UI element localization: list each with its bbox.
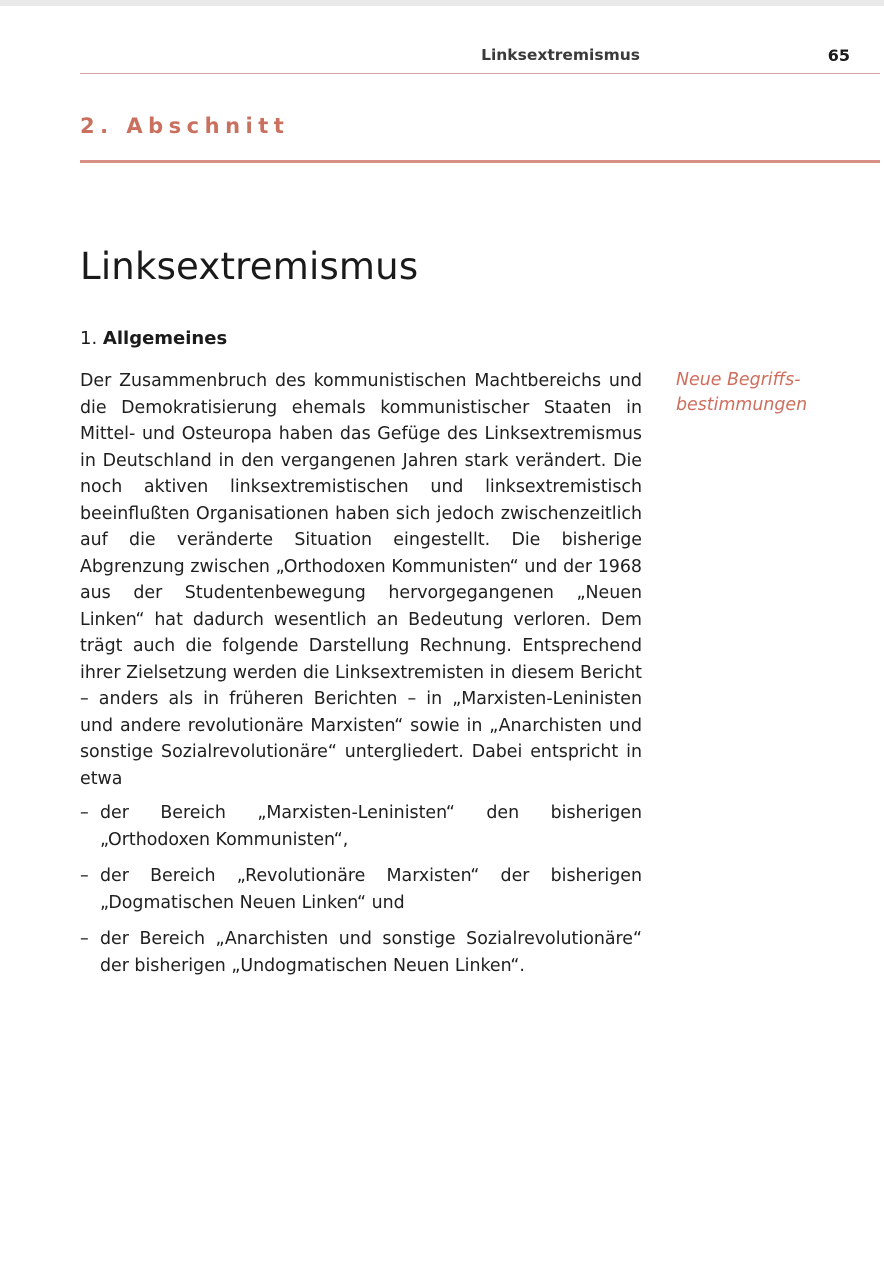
list-item-text: der Bereich „Revolutionäre Marxisten“ der bisherigen „Dogmatischen Neuen Linken“ und (100, 866, 642, 913)
list-dash: – (80, 803, 89, 823)
page-number: 65 (827, 46, 850, 65)
section-rule (80, 160, 880, 163)
margin-note-line-1: Neue Begriffs- (676, 370, 801, 390)
header-rule (80, 73, 880, 74)
section-label: 2. Abschnitt (80, 114, 290, 138)
subsection-heading (80, 328, 227, 349)
subsection-number: 1. (80, 328, 98, 349)
list-item-text: der Bereich „Anarchisten und sonstige Sozialrevolutionäre“ der bisherigen „Undogmatischen Neuen Linken“. (100, 929, 642, 976)
chapter-title: Linksextremismus (80, 245, 419, 288)
list-item (80, 800, 642, 853)
correspondence-list (80, 800, 642, 979)
margin-note-line-2: bestimmungen (676, 395, 808, 415)
list-item (80, 926, 642, 979)
subsection-title: Allgemeines (102, 328, 228, 349)
page-top-edge (0, 0, 884, 6)
running-title: Linksextremismus (481, 46, 640, 64)
list-item (80, 863, 642, 916)
margin-note (676, 368, 866, 418)
body-text (80, 368, 642, 989)
body-paragraph: Der Zusammenbruch des kommunistischen Machtbereichs und die Demokratisierung ehemals kommunistischer Staaten in Mittel- und Osteuropa haben das Gefüge des Linksextremismus in Deutschland in den vergangenen Jahren stark verändert. Die noch aktiven linksextremistischen und linksextremistisch beeinflußten Organisationen haben sich jedoch zwischenzeitlich auf die veränderte Situation eingestellt. Die bisherige Abgrenzung zwischen „Orthodoxen Kommunisten“ und der 1968 aus der Studentenbewegung hervorgegangenen „Neuen Linken“ hat dadurch wesentlich an Bedeutung verloren. Dem trägt auch die folgende Darstellung Rechnung. Entsprechend ihrer Zielsetzung werden die Linksextremisten in diesem Bericht – anders als in früheren Berichten – in „Marxisten-Leninisten und andere revolutionäre Marxisten“ sowie in „Anarchisten und sonstige Sozialrevolutionäre“ untergliedert. Dabei entspricht in etwa (80, 371, 642, 789)
list-dash: – (80, 866, 89, 886)
list-item-text: der Bereich „Marxisten-Leninisten“ den bisherigen „Orthodoxen Kommunisten“, (100, 803, 642, 850)
list-dash: – (80, 929, 89, 949)
